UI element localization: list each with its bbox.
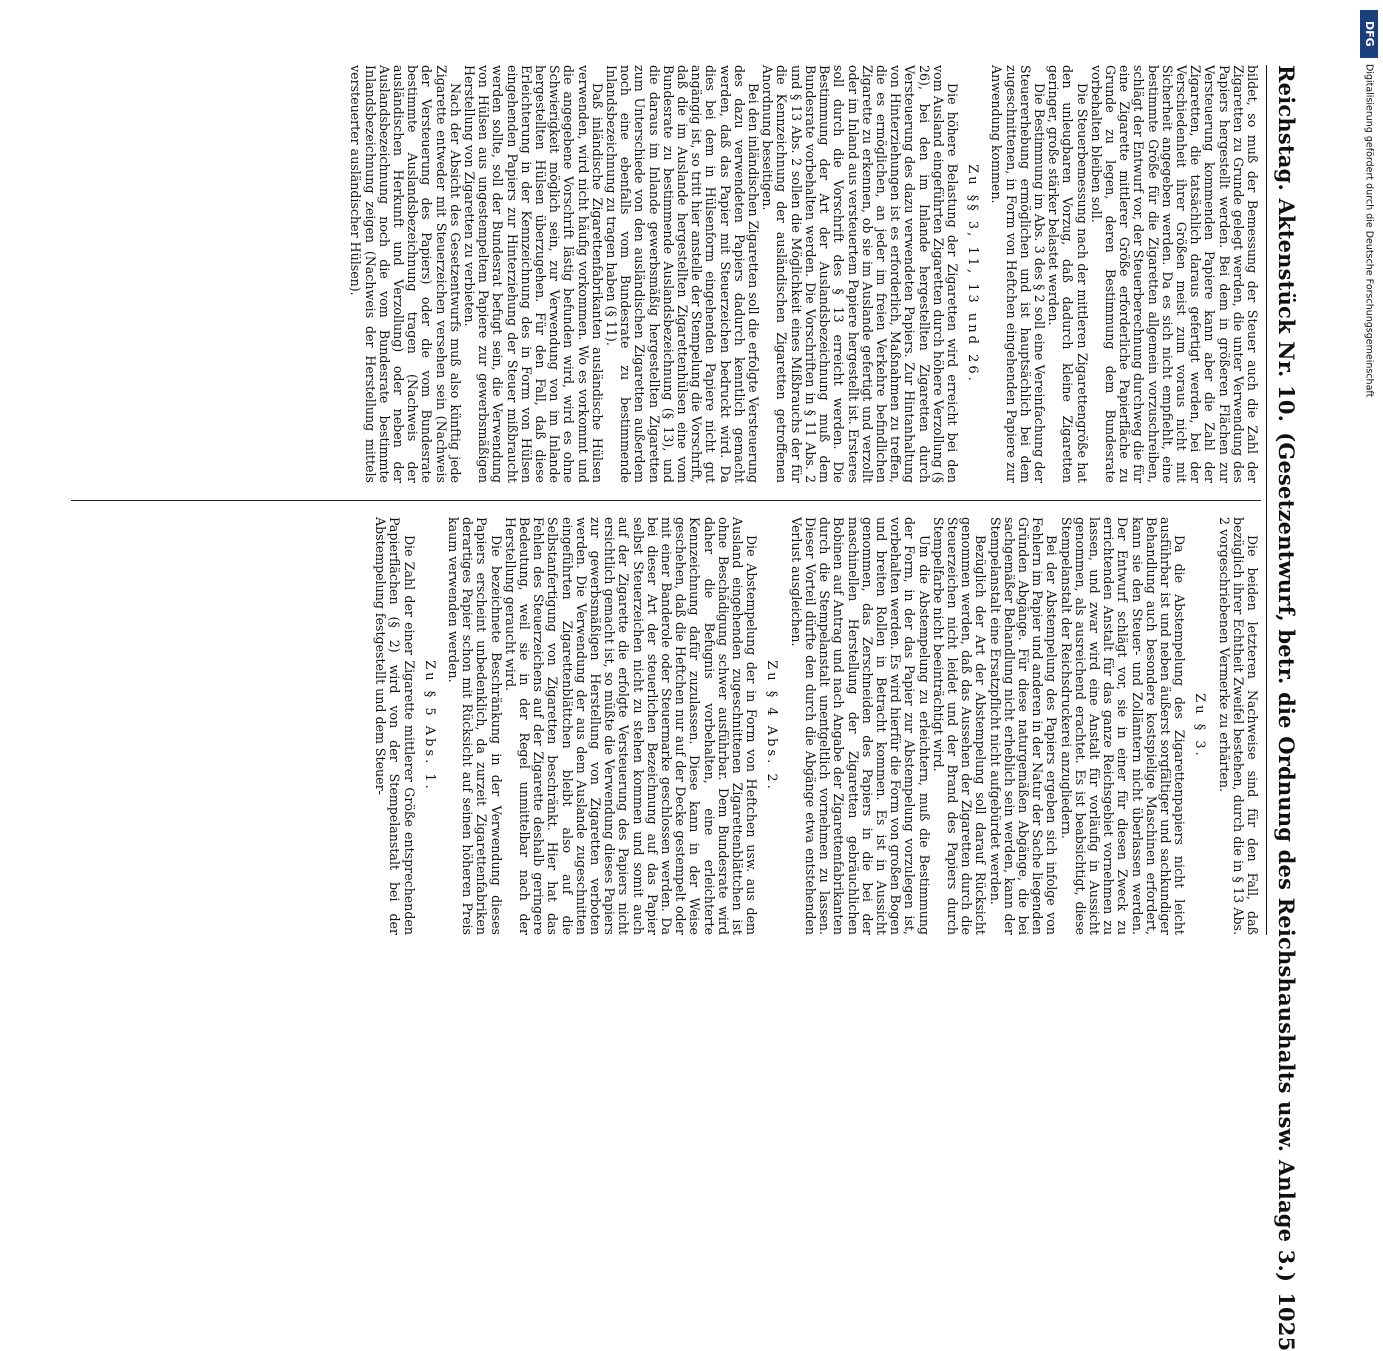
section-heading: Zu § 3. [1192, 693, 1208, 759]
paragraph: Die Abstempelung der in Form von Heftchen usw. aus dem Ausland eingehenden zugeschnittenen Zigarettenblättchen ist ohne Beschädigung schwer ausführbar. Dem Bundesrate wird daher die Befugnis vorbehalten, eine erleichterte Kennzeichnung dafür zuzulassen. Diese kann in der Weise geschehen, daß die Heftchen nur auf der Decke gestempelt oder mit einer Banderole oder Steuermarke geschlossen werden. Da bei dieser Art der steuerlichen Bezeichnung auf das Papier selbst Steuerzeichen nicht zu stehen kommen und somit auch auf der Zigarette die erfolgte Versteuerung des Papiers nicht ersichtlich gemacht ist, so müßte die Verwendung dieses Papiers zur gewerbsmäßigen Herstellung von Zigaretten verboten werden. Die Verwendung der aus dem Auslande zugeschnitten eingeführten Zigarettenblättchen bleibt also auf die Selbstanfertigung von Zigaretten beschränkt. Hier hat das Fehlen des Steuerzeichens auf der Zigarette deshalb geringere Bedeutung, weil sie in der Regel unmittelbar nach der Herstellung geraucht wird. [502, 517, 760, 935]
running-header [1269, 65, 1305, 1351]
paragraph: Die Bestimmung im Abs. 3 des § 2 soll eine Vereinfachung der Steuererhebung ermöglichen und ist hauptsächlich bei dem zugeschnittenen, in Form von Heftchen eingehenden Papiere zur Anwendung kommen. [989, 65, 1047, 483]
page-number: 1025 [1274, 1292, 1300, 1351]
paragraph: Die Zahl der einer Zigarette mittlerer Größe entsprechenden Papierflächen (§ 2) wird von der Stempelanstalt bei der Abstempelung festgestellt und dem Steuer- [373, 517, 417, 935]
header-right [1275, 1292, 1300, 1351]
column-divider [71, 500, 1261, 501]
dfg-logo-icon: DFG [1360, 10, 1378, 58]
paragraph: Nach der Absicht des Gesetzentwurfs muß also künftig jede Zigarette entweder mit Steuerzeichen versehen sein (Nachweis der Versteuerung des Papiers) oder die vom Bundesrate bestimmte Auslandsbezeichnung tragen (Nachweis der ausländischen Herkunft und Verzollung) oder neben der Auslandsbezeichnung noch die vom Bundesrate bestimmte Inlandsbezeichnung zeigen (Nachweis der Herstellung mittels versteuerter ausländischer Hülsen). [348, 65, 463, 483]
paragraph: Bei den inländischen Zigaretten soll die erfolgte Versteuerung des dazu verwendeten Papiers dadurch kenntlich gemacht werden, daß das Papier mit Steuerzeichen bedruckt wird. Da dies bei dem in Hülsenform eingehenden Papiere nicht gut angängig ist, so tritt hier anstelle der Stempelung die Vorschrift, daß die im Auslande hergestellten Zigarettenhülsen eine vom Bundesrate zu bestimmende Auslandsbezeichnung (§ 13), und die daraus im Inlande gewerbsmäßig hergestellten Zigaretten zum Unterschiede von den ausländischen Zigaretten außerdem noch eine ebenfalls vom Bundesrate zu bestimmende Inlandsbezeichnung zu tragen haben (§ 11). [604, 65, 762, 483]
paragraph: Die höhere Belastung der Zigaretten wird erreicht bei den vom Ausland eingeführten Zigaretten durch höhere Verzollung (§ 26), bei den im Inlande hergestellten Zigaretten durch Versteuerung des dazu verwendeten Papiers. Zur Hintanhaltung von Hinterziehungen ist es erforderlich, Maßnahmen zu treffen, die es ermöglichen, an jeder im freien Verkehre befindlichen Zigarette zu erkennen, ob sie im Auslande gefertigt und verzollt oder im Inland aus versteuertem Papiere hergestellt ist. Ersteres soll durch die Vorschrift des § 13 erreicht werden. Die Bestimmung der Art der Auslandsbezeichnung muß dem Bundesrate vorbehalten werden. Die Vorschriften in § 11 Abs. 2 und § 13 Abs. 2 sollen die Möglichkeit eines Mißbrauchs der für die Kennzeichnung der ausländischen Zigaretten getroffenen Anordnung beseitigen. [760, 65, 960, 483]
header-rule [1266, 65, 1267, 935]
section-heading: Zu §§ 3, 11, 13 und 26. [965, 164, 981, 384]
right-column [69, 517, 1259, 935]
paragraph: Bei der Abstempelung des Papiers ergeben sich infolge von Fehlern im Papier und anderen in der Natur der Sache liegenden Gründen Abgänge. Für diese naturgemäßen Abgänge, die bei sachgemäßer Behandlung nicht erheblich sein werden, kann der Stempelanstalt eine Ersatzpflicht nicht aufgebürdet werden. [987, 517, 1060, 935]
digitization-stamp [1358, 10, 1380, 700]
paragraph: Daß inländische Zigarettenfabrikanten ausländische Hülsen verwenden, wird nicht häufig vorkommen. Wo es vorkommt und die angegebene Vorschrift lästig befunden wird, wird es ohne Schwierigkeit möglich sein, zur Verwendung von im Inlande hergestellten Hülsen überzugehen. Für den Fall, daß diese Erleichterung in der Kennzeichnung des in Form von Hülsen eingehenden Papiers zur Hinterziehung der Steuer mißbraucht werden sollte, soll der Bundesrat befugt sein, die Verwendung von Hülsen aus ungestempeltem Papiere zur gewerbsmäßigen Herstellung von Zigaretten zu verbieten. [462, 65, 605, 483]
paragraph: Die beiden letzteren Nachweise sind für den Fall, daß bezüglich ihrer Echtheit Zweifel bestehen, durch die in § 13 Abs. 2 vorgeschriebenen Vermerke zu erhärten. [1216, 517, 1260, 935]
paragraph: Die Steuerbemessung nach der mittleren Zigarettengröße hat den unleugbaren Vorzug, daß dadurch kleine Zigaretten geringer, große stärker belastet werden. [1046, 65, 1090, 483]
rotated-document-page [65, 65, 1305, 1351]
header-title: (Gesetzentwurf, betr. die Ordnung des Reichshaushalts usw. Anlage 3.) [1274, 432, 1300, 1283]
paragraph: bildet, so muß der Bemessung der Steuer auch die Zahl der Zigaretten zu Grunde gelegt werden, die unter Verwendung des Papiers hergestellt werden. Bei dem in größeren Flächen zur Versteuerung kommenden Papiere kann aber die Zahl der Zigaretten, die tatsächlich daraus gefertigt werden, bei der Verschiedenheit ihrer Größen meist zum voraus nicht mit Sicherheit angegeben werden. Da es sich nicht empfiehlt, eine bestimmte Größe für die Zigaretten allgemein vorzuschreiben, schlägt der Entwurf vor, der Steuerberechnung durchweg die für eine Zigarette mittlerer Größe erforderliche Papierfläche zu Grunde zu legen, deren Bestimmung dem Bundesrate vorbehalten bleiben soll. [1088, 65, 1260, 483]
paragraph: Da die Abstempelung des Zigarettenpapiers nicht leicht ausführbar ist und neben äußerst sorgfältiger und sachkundiger Behandlung auch besondere kostspielige Maschinen erfordert, kann sie den Steuer- und Zollämtern nicht überlassen werden. Der Entwurf schlägt vor, sie in einer für diesen Zweck zu errichtenden Anstalt für das ganze Reichsgebiet vornehmen zu lassen, und zwar wird eine Anstalt für vorläufig in Aussicht genommen, als ausreichend erachtet. Es ist beabsichtigt, diese Stempelanstalt der Reichsdruckerei anzugliedern. [1058, 517, 1188, 935]
digitization-note: Digitalisierung gefördert durch die Deutsche Forschungsgemeinschaft [1363, 64, 1375, 398]
paragraph: Bezüglich der Art der Abstempelung soll darauf Rücksicht genommen werden, daß das Aussehen der Zigaretten durch die Steuerzeichen nicht leidet und der Brand des Papiers durch Stempelfarbe nicht beeinträchtigt wird. [930, 517, 989, 935]
paragraph: Um die Abstempelung zu erleichtern, muß die Bestimmung der Form, in der das Papier zur Abstempelung vorzulegen ist, vorbehalten werden. Es wird hierfür die Form von großen Bogen und breiten Rollen in Betracht kommen. Es ist in Aussicht genommen, das Zerschneiden des Papiers in die bei der maschinellen Herstellung der Zigaretten gebräuchlichen Bobinen auf Antrag und nach Angabe der Zigarettenfabrikanten durch die Stempelanstalt unentgeltlich vornehmen zu lassen. Dieser Vorteil dürfte den durch die Abgänge etwa entstehenden Verlust ausgleichen. [788, 517, 932, 935]
section-heading: Zu § 4 Abs. 2. [764, 660, 780, 792]
left-column [69, 65, 1259, 483]
paragraph: Die bezeichnete Beschränkung in der Verwendung dieses Papiers erscheint unbedenklich, da zurzeit Zigarettenfabriken derartiges Papier schon mit Rücksicht auf seinen höheren Preis kaum verwenden werden. [446, 517, 504, 935]
section-heading: Zu § 5 Abs. 1. [421, 660, 437, 792]
header-left: Reichstag. Aktenstück Nr. 10. [1274, 65, 1300, 423]
